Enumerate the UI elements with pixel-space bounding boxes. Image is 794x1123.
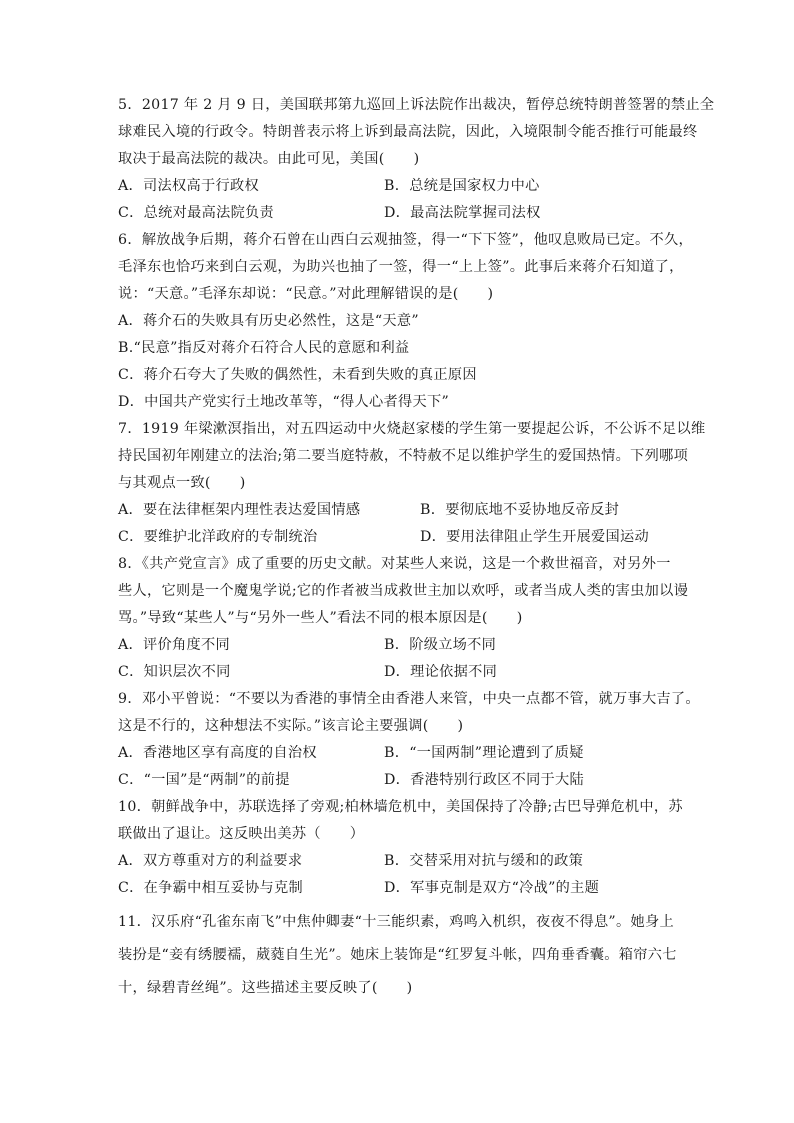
question-11-line-2: 装扮是“妾有绣腰襦，葳蕤自生光”。她床上装饰是“红罗复斗帐，四角垂香囊。箱帘六七: [118, 947, 677, 963]
question-11-line-3: 十，绿碧青丝绳”。这些描述主要反映了( ): [118, 980, 413, 996]
question-7-option-c: C．要维护北洋政府的专制统治: [118, 529, 318, 545]
question-11-line-1: 11．汉乐府“孔雀东南飞”中焦仲卿妻“十三能织素，鸡鸣入机织，夜夜不得息”。她身上: [118, 914, 674, 930]
question-6-line-1: 6．解放战争后期，蒋介石曾在山西白云观抽签，得一“下下签”，他叹息败局已定。不久，: [118, 232, 693, 248]
question-5-line-2: 球难民入境的行政令。特朗普表示将上诉到最高法院，因此，入境限制令能否推行可能最终: [118, 124, 698, 140]
question-8-line-3: 骂。”导致“某些人”与“另外一些人”看法不同的根本原因是( ): [118, 610, 523, 626]
question-9-option-d: D．香港特别行政区不同于大陆: [384, 772, 585, 788]
question-6-option-d: D．中国共产党实行土地改革等，“得人心者得天下”: [118, 394, 450, 410]
question-9-option-b: B．“一国两制”理论遭到了质疑: [384, 745, 584, 761]
question-6-line-2: 毛泽东也恰巧来到白云观，为助兴也抽了一签，得一“上上签”。此事后来蒋介石知道了，: [118, 259, 684, 275]
question-9-line-1: 9．邓小平曾说：“不要以为香港的事情全由香港人来管，中央一点都不管，就万事大吉了。: [118, 691, 700, 707]
question-8-line-1: 8．《共产党宣言》成了重要的历史文献。对某些人来说，这是一个救世福音，对另外一: [118, 556, 671, 572]
question-7-line-3: 与其观点一致( ): [118, 475, 246, 491]
question-6-option-c: C．蒋介石夸大了失败的偶然性，未看到失败的真正原因: [118, 367, 477, 383]
question-10-option-c: C．在争霸中相互妥协与克制: [118, 880, 304, 896]
question-5-option-c: C．总统对最高法院负责: [118, 205, 275, 221]
question-10-option-d: D．军事克制是双方“冷战”的主题: [384, 880, 600, 896]
question-6-line-3: 说：“天意。”毛泽东却说：“民意。”对此理解错误的是( ): [118, 286, 494, 302]
question-9-option-c: C．“一国”是“两制”的前提: [118, 772, 290, 788]
question-7-option-b: B．要彻底地不妥协地反帝反封: [420, 502, 620, 518]
question-8-option-b: B．阶级立场不同: [384, 637, 497, 653]
question-6-option-a: A．蒋介石的失败具有历史必然性，这是“天意”: [118, 313, 419, 329]
question-10-option-a: A．双方尊重对方的利益要求: [118, 853, 303, 869]
question-8-option-d: D．理论依据不同: [384, 664, 498, 680]
question-8-option-a: A．评价角度不同: [118, 637, 230, 653]
question-5-option-a: A．司法权高于行政权: [118, 178, 259, 194]
question-5-line-3: 取决于最高法院的裁决。由此可见，美国( ): [118, 151, 420, 167]
question-8-line-2: 些人，它则是一个魔鬼学说;它的作者被当成救世主加以欢呼，或者当成人类的害虫加以谩: [118, 583, 689, 599]
question-9-line-2: 这是不行的，这种想法不实际。”该言论主要强调( ): [118, 718, 464, 734]
question-10-line-2: 联做出了退让。这反映出美苏（ ）: [118, 826, 365, 842]
question-8-option-c: C．知识层次不同: [118, 664, 231, 680]
question-7-option-a: A．要在法律框架内理性表达爱国情感: [118, 502, 361, 518]
question-10-line-1: 10．朝鲜战争中，苏联选择了旁观;柏林墙危机中，美国保持了冷静;古巴导弹危机中，苏: [118, 799, 683, 815]
question-5-option-b: B．总统是国家权力中心: [384, 178, 540, 194]
question-9-option-a: A．香港地区享有高度的自治权: [118, 745, 317, 761]
question-10-option-b: B．交替采用对抗与缓和的政策: [384, 853, 584, 869]
question-6-option-b: B.“民意”指反对蒋介石符合人民的意愿和利益: [118, 340, 410, 356]
question-7-option-d: D．要用法律阻止学生开展爱国运动: [420, 529, 649, 545]
question-7-line-2: 持民国初年刚建立的法治;第二要当庭特赦，不特赦不足以维护学生的爱国热情。下列哪项: [118, 448, 689, 464]
question-5-line-1: 5．2017 年 2 月 9 日，美国联邦第九巡回上诉法院作出裁决，暂停总统特朗普签署的禁止全: [118, 97, 715, 113]
question-5-option-d: D．最高法院掌握司法权: [384, 205, 541, 221]
question-7-line-1: 7．1919 年梁漱溟指出，对五四运动中火烧赵家楼的学生第一要提起公诉，不公诉不足以维: [118, 421, 706, 437]
